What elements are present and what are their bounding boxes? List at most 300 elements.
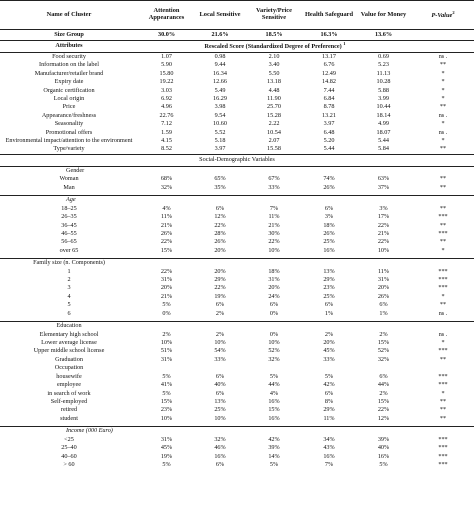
size-group-value: 16.3% xyxy=(320,30,338,38)
cell-value: 25% xyxy=(323,292,335,300)
row-label: Information on the label xyxy=(39,61,99,69)
cell-value: 54% xyxy=(214,347,226,355)
attribute-row xyxy=(0,129,474,137)
income-row xyxy=(0,452,474,460)
cell-value: 5.18 xyxy=(214,137,226,144)
gender-group xyxy=(0,166,474,175)
occupation-row xyxy=(0,398,474,406)
empty-cell xyxy=(303,259,355,268)
cell-value: 31% xyxy=(268,276,280,284)
cell-value: 32% xyxy=(160,183,173,191)
cell-value: 13.18 xyxy=(267,78,281,86)
gender-row xyxy=(0,184,474,192)
p-value: *** xyxy=(438,213,448,221)
cell-value: 16% xyxy=(377,452,390,460)
empty-cell xyxy=(195,166,245,175)
p-value: * xyxy=(441,137,445,144)
cell-value: 9.54 xyxy=(214,111,226,119)
age-group-title: Age xyxy=(66,196,76,204)
income-group-title: Income (000 Euro) xyxy=(66,427,113,435)
cell-value: 31% xyxy=(377,276,390,284)
cell-value: 2% xyxy=(215,330,225,338)
row-label: Appearance/freshness xyxy=(41,111,97,119)
row-label: student xyxy=(60,414,78,422)
cell-value: 5% xyxy=(269,372,279,380)
p-value: ns . xyxy=(438,309,448,317)
cell-value: 22% xyxy=(377,238,390,246)
row-label: Food security xyxy=(52,53,86,61)
cell-value: 1.59 xyxy=(161,128,172,136)
cell-value: 19% xyxy=(214,292,226,300)
occupation-row xyxy=(0,381,474,389)
size-group-value: 18.5% xyxy=(265,30,283,38)
attribute-row xyxy=(0,61,474,69)
empty-cell xyxy=(245,259,303,268)
p-value: * xyxy=(441,69,445,77)
cell-value: 29% xyxy=(214,276,226,284)
age-row xyxy=(0,205,474,213)
cell-value: 12.66 xyxy=(213,78,227,86)
empty-cell xyxy=(412,259,474,268)
header-name-of-cluster: Name of Cluster xyxy=(46,10,92,18)
attribute-row xyxy=(0,137,474,145)
cell-value: 42% xyxy=(268,435,280,443)
cell-value: 30% xyxy=(268,229,280,237)
p-value: *** xyxy=(438,372,448,380)
p-value: ** xyxy=(439,61,447,69)
p-value: *** xyxy=(438,267,448,275)
attributes-section-row xyxy=(0,41,474,53)
cell-value: 10% xyxy=(160,414,173,422)
row-label: over 65 xyxy=(59,246,79,254)
cell-value: 5% xyxy=(162,301,171,309)
cell-value: 18% xyxy=(268,267,280,275)
cell-value: 29% xyxy=(323,406,335,414)
cell-value: 11% xyxy=(268,213,280,221)
row-label: 3 xyxy=(67,284,71,292)
row-label: 5 xyxy=(67,301,71,309)
cell-value: 35% xyxy=(214,183,226,191)
row-label: 1 xyxy=(67,267,71,275)
cell-value: 22% xyxy=(377,221,390,229)
cell-value: 6% xyxy=(324,389,334,397)
cell-value: 68% xyxy=(160,175,173,183)
cell-value: 8.52 xyxy=(161,145,172,153)
empty-cell xyxy=(138,321,195,330)
cell-value: 63% xyxy=(377,175,390,183)
p-value: * xyxy=(441,292,445,300)
row-label: 18–25 xyxy=(61,204,77,212)
row-label: 40–60 xyxy=(61,452,77,460)
cell-value: 7.12 xyxy=(161,120,172,128)
row-label: 6 xyxy=(67,309,71,317)
family-size-row xyxy=(0,293,474,301)
attribute-row xyxy=(0,87,474,95)
cell-value: 2.10 xyxy=(268,53,280,61)
row-label: > 60 xyxy=(63,460,75,468)
empty-cell xyxy=(303,196,355,205)
empty-cell xyxy=(195,259,245,268)
p-value: ** xyxy=(439,221,447,229)
occupation-row xyxy=(0,389,474,397)
education-row xyxy=(0,331,474,339)
empty-cell xyxy=(195,427,245,436)
cell-value: 15% xyxy=(377,339,390,347)
cell-value: 15.80 xyxy=(159,69,174,77)
cell-value: 6% xyxy=(324,204,334,212)
cell-value: 11.90 xyxy=(267,95,281,103)
cell-value: 3% xyxy=(379,204,388,212)
cell-value: 3.40 xyxy=(268,61,280,69)
cell-value: 16.34 xyxy=(213,69,227,77)
empty-cell xyxy=(412,196,474,205)
attributes-subtitle xyxy=(138,41,412,53)
cell-value: 51% xyxy=(160,347,173,355)
header-local-sensitive: Local Sensitive xyxy=(199,10,241,18)
row-label: retired xyxy=(60,406,78,414)
p-value: *** xyxy=(438,435,448,443)
cell-value: 9.44 xyxy=(214,61,226,69)
cell-value: 20% xyxy=(377,284,390,292)
empty-cell xyxy=(138,196,195,205)
age-group xyxy=(0,196,474,205)
cell-value: 40% xyxy=(214,381,226,389)
cell-value: 45% xyxy=(323,347,335,355)
cell-value: 10% xyxy=(377,246,390,254)
cell-value: 5.90 xyxy=(161,61,172,69)
income-row xyxy=(0,461,474,469)
row-label: Expiry date xyxy=(54,78,84,86)
cell-value: 33% xyxy=(214,355,226,363)
cell-value: 31% xyxy=(160,276,173,284)
cell-value: 0.69 xyxy=(378,53,389,61)
p-value: ns . xyxy=(438,53,448,61)
row-label: Graduation xyxy=(55,355,83,363)
attribute-row xyxy=(0,145,474,154)
empty-cell xyxy=(412,321,474,330)
cell-value: 0% xyxy=(162,309,171,317)
income-row xyxy=(0,444,474,452)
p-value: * xyxy=(441,95,445,103)
cell-value: 44% xyxy=(377,381,390,389)
cell-value: 10.44 xyxy=(376,103,391,111)
empty-cell xyxy=(355,364,412,373)
education-row xyxy=(0,339,474,347)
cell-value: 3.97 xyxy=(214,145,226,153)
empty-cell xyxy=(412,427,474,436)
family-size-group-title: Family size (n. Components) xyxy=(33,259,105,267)
row-label: Price xyxy=(62,103,76,111)
header-value-for-money: Value for Money xyxy=(360,10,407,18)
cell-value: 2% xyxy=(379,330,388,338)
family-size-row xyxy=(0,301,474,309)
size-group-value: 13.6% xyxy=(374,30,392,38)
age-row xyxy=(0,221,474,229)
empty-cell xyxy=(355,259,412,268)
occupation-row xyxy=(0,415,474,423)
row-label: 26–35 xyxy=(61,213,77,221)
cell-value: 19% xyxy=(160,452,173,460)
cell-value: 15% xyxy=(160,246,173,254)
empty-cell xyxy=(138,364,195,373)
cell-value: 34% xyxy=(323,435,335,443)
cell-value: 20% xyxy=(160,284,173,292)
cell-value: 21% xyxy=(160,292,173,300)
cell-value: 42% xyxy=(323,381,335,389)
cell-value: 4% xyxy=(162,204,171,212)
cell-value: 1% xyxy=(324,309,334,317)
cell-value: 31% xyxy=(160,435,173,443)
cell-value: 4.99 xyxy=(378,120,389,128)
empty-cell xyxy=(245,196,303,205)
cell-value: 3.98 xyxy=(214,103,226,111)
row-label: Local origin xyxy=(53,95,85,103)
cell-value: 6% xyxy=(215,389,225,397)
cell-value: 6% xyxy=(379,301,388,309)
cell-value: 7% xyxy=(269,204,279,212)
cell-value: 4% xyxy=(269,389,279,397)
socio-demographic-section-label: Social-Demographic Variables xyxy=(199,156,275,164)
cell-value: 16% xyxy=(268,397,280,405)
p-value: * xyxy=(441,389,445,397)
size-group-value: 21.6% xyxy=(211,30,229,38)
attributes-subtitle-text: Rescaled Score (Standardized Degree of Preference) xyxy=(204,43,342,51)
cell-value: 5% xyxy=(162,460,171,468)
cell-value: 5.20 xyxy=(323,137,335,144)
cell-value: 5.50 xyxy=(268,69,280,77)
cell-value: 44% xyxy=(268,381,280,389)
p-value: ** xyxy=(439,414,447,422)
empty-cell xyxy=(412,166,474,175)
cell-value: 26% xyxy=(323,229,335,237)
cell-value: 18.07 xyxy=(376,128,391,136)
cell-value: 37% xyxy=(377,183,390,191)
cell-value: 13.17 xyxy=(322,53,336,61)
cell-value: 10% xyxy=(160,339,173,347)
row-label: Seasonality xyxy=(54,120,84,128)
cell-value: 5% xyxy=(324,372,334,380)
size-group-value: 30.0% xyxy=(157,30,175,38)
cell-value: 14% xyxy=(268,452,280,460)
cell-value: 28% xyxy=(214,229,226,237)
empty-cell xyxy=(303,427,355,436)
cell-value: 22% xyxy=(377,406,390,414)
cell-value: 16.29 xyxy=(213,95,227,103)
p-value: ** xyxy=(439,145,447,153)
cell-value: 24% xyxy=(268,292,280,300)
empty-cell xyxy=(138,166,195,175)
education-group-title: Education xyxy=(56,322,82,330)
education-group xyxy=(0,321,474,330)
cell-value: 20% xyxy=(268,284,280,292)
empty-cell xyxy=(195,321,245,330)
row-label: Manufacturer/retailer brand xyxy=(34,69,104,77)
header-attention-appearances: Attention Appearances xyxy=(148,7,185,21)
cell-value: 12% xyxy=(214,213,226,221)
cell-value: 15.28 xyxy=(267,111,281,119)
cell-value: 65% xyxy=(214,175,226,183)
empty-cell xyxy=(412,364,474,373)
cell-value: 15% xyxy=(268,406,280,414)
cell-value: 32% xyxy=(214,435,226,443)
row-label: Promotional offers xyxy=(45,128,93,136)
cell-value: 11% xyxy=(377,267,390,275)
row-label: 4 xyxy=(67,292,71,300)
cell-value: 15.58 xyxy=(267,145,281,153)
cell-value: 10% xyxy=(214,339,226,347)
cell-value: 26% xyxy=(214,238,226,246)
p-value: *** xyxy=(438,229,448,237)
cell-value: 14.82 xyxy=(322,78,336,86)
cell-value: 5% xyxy=(269,460,279,468)
p-value-label: P-Value xyxy=(431,11,453,19)
cell-value: 26% xyxy=(377,292,390,300)
p-value: * xyxy=(441,86,445,94)
cell-value: 18% xyxy=(323,221,335,229)
cell-value: 6.48 xyxy=(323,128,335,136)
cell-value: 2% xyxy=(379,389,388,397)
age-row xyxy=(0,247,474,255)
header-health-safeguard: Health Safeguard xyxy=(304,10,354,18)
p-value: ** xyxy=(439,204,447,212)
row-label: Elementary high school xyxy=(39,330,99,338)
gender-row xyxy=(0,175,474,183)
age-row xyxy=(0,213,474,221)
cell-value: 6.92 xyxy=(161,95,172,103)
cell-value: 2% xyxy=(162,330,171,338)
cell-value: 10.28 xyxy=(376,78,391,86)
empty-cell xyxy=(245,321,303,330)
occupation-row xyxy=(0,373,474,381)
cell-value: 52% xyxy=(268,347,280,355)
cell-value: 1% xyxy=(379,309,388,317)
cell-value: 11% xyxy=(323,414,335,422)
row-label: Type/variety xyxy=(53,145,85,153)
cell-value: 6.84 xyxy=(323,95,335,103)
cell-value: 12% xyxy=(377,414,390,422)
empty-cell xyxy=(245,166,303,175)
row-label: Environmental impact/attention to the environment xyxy=(5,137,133,144)
cell-value: 5.52 xyxy=(214,128,226,136)
empty-cell xyxy=(355,196,412,205)
attribute-row xyxy=(0,70,474,78)
cell-value: 10.54 xyxy=(267,128,281,136)
row-label: housewife xyxy=(56,372,82,380)
p-value: ** xyxy=(439,406,447,414)
p-value: ns . xyxy=(438,330,448,338)
cell-value: 22% xyxy=(160,238,173,246)
cell-value: 5.84 xyxy=(378,145,389,153)
cell-value: 6% xyxy=(215,301,225,309)
cell-value: 16% xyxy=(323,452,335,460)
empty-cell xyxy=(138,259,195,268)
p-value: ns . xyxy=(438,128,448,136)
cell-value: 6% xyxy=(215,460,225,468)
row-label: Man xyxy=(63,183,75,191)
p-value: *** xyxy=(438,381,448,389)
cell-value: 20% xyxy=(323,339,335,347)
cell-value: 39% xyxy=(377,435,390,443)
row-label: 46–55 xyxy=(61,229,77,237)
row-label: employee xyxy=(56,381,82,389)
cell-value: 15% xyxy=(377,397,390,405)
cell-value: 32% xyxy=(377,355,390,363)
cell-value: 8.78 xyxy=(323,103,335,111)
cell-value: 22% xyxy=(160,267,173,275)
p-value: ** xyxy=(439,355,447,363)
cell-value: 6.76 xyxy=(323,61,335,69)
empty-cell xyxy=(355,427,412,436)
attributes-footnote-mark: 1 xyxy=(343,41,346,47)
cell-value: 2% xyxy=(215,309,225,317)
cell-value: 5.44 xyxy=(378,137,389,144)
cell-value: 5.88 xyxy=(378,86,389,94)
cell-value: 6% xyxy=(269,301,279,309)
cell-value: 22% xyxy=(214,284,226,292)
p-value: * xyxy=(441,78,445,86)
family-size-row xyxy=(0,276,474,284)
row-label: Self-employed xyxy=(50,397,88,405)
row-label: <25 xyxy=(64,435,74,443)
cell-value: 8% xyxy=(324,397,334,405)
cell-value: 10.60 xyxy=(213,120,227,128)
cell-value: 5.44 xyxy=(323,145,335,153)
empty-cell xyxy=(303,364,355,373)
header-p-value xyxy=(412,1,474,30)
cell-value: 11% xyxy=(160,213,173,221)
p-value: *** xyxy=(438,284,448,292)
attribute-row xyxy=(0,120,474,128)
empty-cell xyxy=(355,166,412,175)
p-value: *** xyxy=(438,276,448,284)
p-value-footnote-mark: 2 xyxy=(452,9,455,15)
cell-value: 74% xyxy=(323,175,335,183)
row-label: 2 xyxy=(67,276,71,284)
cell-value: 21% xyxy=(160,221,173,229)
p-value: ** xyxy=(439,103,447,111)
cell-value: 52% xyxy=(377,347,390,355)
empty-cell xyxy=(245,427,303,436)
size-group-label: Size Group xyxy=(54,30,84,38)
table-header-row xyxy=(0,1,474,30)
attributes-section-label: Attributes xyxy=(55,42,83,50)
empty-cell xyxy=(138,427,195,436)
cell-value: 3.97 xyxy=(323,120,335,128)
cell-value: 16% xyxy=(268,414,280,422)
cell-value: 0% xyxy=(269,330,279,338)
cell-value: 25% xyxy=(214,406,226,414)
cell-value: 3.99 xyxy=(378,95,389,103)
p-value: * xyxy=(441,120,445,128)
attribute-row xyxy=(0,78,474,86)
row-label: 25–40 xyxy=(61,444,77,452)
p-value: ** xyxy=(439,183,447,191)
row-label: 36–45 xyxy=(61,221,77,229)
row-label: Woman xyxy=(59,175,79,183)
attribute-row xyxy=(0,112,474,120)
education-row xyxy=(0,347,474,355)
p-value: ns . xyxy=(438,111,448,119)
row-label: 56–65 xyxy=(61,238,77,246)
cell-value: 23% xyxy=(323,284,335,292)
cell-value: 5% xyxy=(162,372,171,380)
row-label: Upper middle school license xyxy=(33,347,105,355)
cell-value: 5.49 xyxy=(214,86,226,94)
age-row xyxy=(0,238,474,246)
cell-value: 0.98 xyxy=(214,53,226,61)
family-size-row xyxy=(0,284,474,292)
p-value: ** xyxy=(439,175,447,183)
